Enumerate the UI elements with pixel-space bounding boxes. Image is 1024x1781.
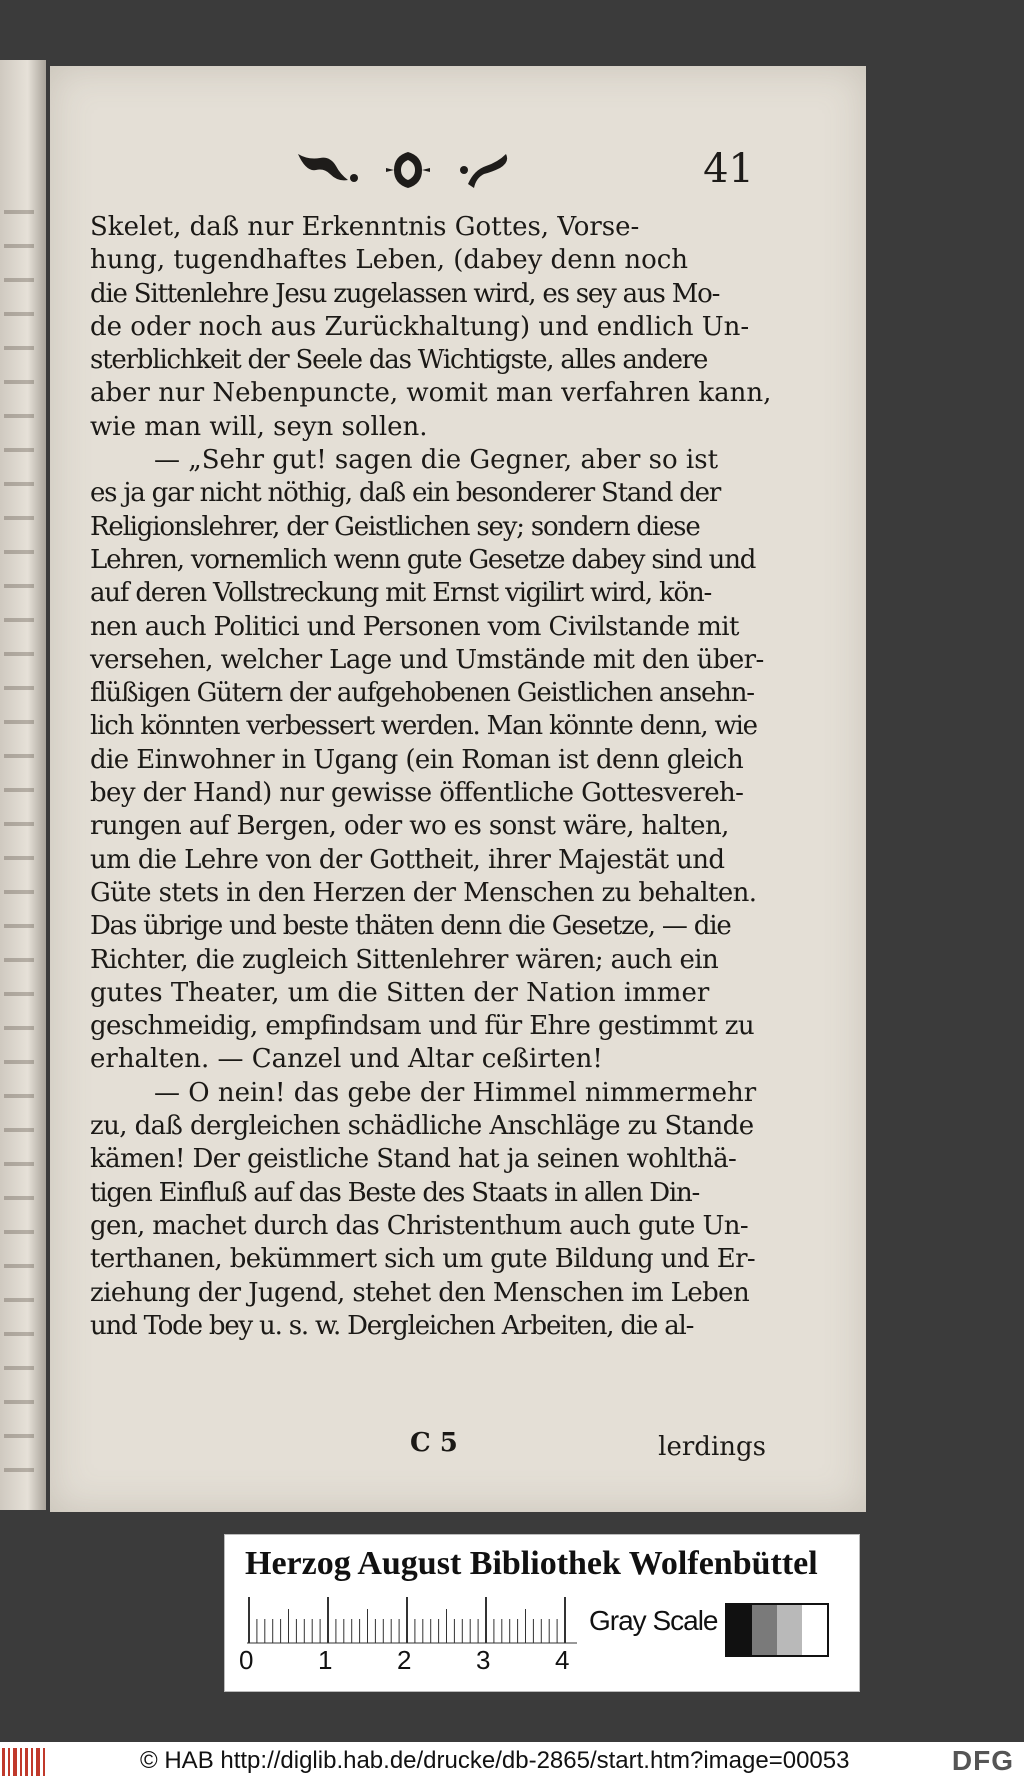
page-footer-line — [90, 1428, 766, 1468]
gray-swatch — [777, 1605, 802, 1655]
text-line: geschmeidig, empfindsam und für Ehre gestimmt zu — [90, 1011, 755, 1042]
credit-link[interactable]: © HAB http://diglib.hab.de/drucke/db-2865/start.htm?image=00053 — [140, 1747, 850, 1774]
ruler-icon — [247, 1597, 577, 1645]
footer-barcode-icon — [2, 1748, 48, 1776]
ruler-number: 1 — [318, 1645, 333, 1675]
text-line: hung, tugendhaftes Leben, (dabey denn noch — [90, 245, 689, 276]
gray-swatch — [802, 1605, 827, 1655]
text-line: auf deren Vollstreckung mit Ernst vigilirt wird, kön- — [90, 578, 712, 609]
ruler-number: 2 — [397, 1645, 412, 1675]
text-line: de oder noch aus Zurückhaltung) und endlich Un- — [90, 311, 750, 342]
text-line: ziehung der Jugend, stehet den Menschen im Leben — [90, 1277, 750, 1308]
text-line: die Einwohner in Ugang (ein Roman ist denn gleich — [90, 744, 744, 775]
text-line: Güte stets in den Herzen der Menschen zu behalten. — [90, 877, 757, 908]
catchword: lerdings — [658, 1432, 766, 1462]
footer-bar — [0, 1742, 1024, 1781]
text-line: die Sittenlehre Jesu zugelassen wird, es sey aus Mo- — [90, 278, 720, 309]
text-line: flüßigen Gütern der aufgehobenen Geistlichen ansehn- — [90, 678, 754, 709]
book-page — [50, 66, 866, 1512]
page-number: 41 — [703, 146, 754, 192]
card-title: Herzog August Bibliothek Wolfenbüttel — [245, 1545, 818, 1582]
text-line: gutes Theater, um die Sitten der Nation immer — [90, 977, 710, 1008]
text-line: versehen, welcher Lage und Umstände mit den über- — [90, 644, 764, 675]
text-line: aber nur Nebenpuncte, womit man verfahren kann, — [90, 378, 772, 409]
text-line: Lehren, vornemlich wenn gute Gesetze dabey sind und — [90, 544, 756, 575]
text-line: es ja gar nicht nöthig, daß ein besonderer Stand der — [90, 478, 721, 509]
gray-swatch — [727, 1605, 752, 1655]
ruler-number: 3 — [476, 1645, 491, 1675]
text-line: rungen auf Bergen, oder wo es sonst wäre, halten, — [90, 811, 729, 842]
text-line: Das übrige und beste thäten denn die Gesetze, — die — [90, 911, 731, 942]
adjacent-page-text-marks — [4, 180, 34, 1480]
text-line: — „Sehr gut! sagen die Gegner, aber so ist — [154, 445, 719, 476]
text-line: kämen! Der geistliche Stand hat ja seinen wohlthä- — [90, 1144, 737, 1175]
ruler-number: 4 — [555, 1645, 570, 1675]
gray-scale-patches — [725, 1603, 829, 1657]
text-line: Skelet, daß nur Erkenntnis Gottes, Vorse- — [90, 212, 640, 242]
ruler-number: 0 — [239, 1645, 254, 1675]
text-line: um die Lehre von der Gottheit, ihrer Majestät und — [90, 844, 725, 875]
text-line: wie man will, seyn sollen. — [90, 411, 428, 442]
page-header — [50, 144, 866, 204]
dfg-logo: DFG — [951, 1745, 1014, 1776]
text-line: sterblichkeit der Seele das Wichtigste, alles andere — [90, 345, 708, 376]
text-line: zu, daß dergleichen schädliche Anschläge zu Stande — [90, 1111, 754, 1142]
adjacent-page-edge — [0, 60, 46, 1510]
header-ornament-icon — [290, 144, 530, 194]
text-line: nen auch Politici und Personen vom Civilstande mit — [90, 611, 739, 642]
text-line: bey der Hand) nur gewisse öffentliche Gottesvereh- — [90, 778, 744, 809]
body-text — [90, 211, 772, 1343]
gray-scale-label: Gray Scale — [589, 1605, 718, 1636]
color-reference-card — [224, 1534, 860, 1692]
text-line: und Tode bey u. s. w. Dergleichen Arbeiten, die al- — [90, 1310, 694, 1341]
text-line: — O nein! das gebe der Himmel nimmermehr — [154, 1077, 757, 1108]
text-line: lich könnten verbessert werden. Man könnte denn, wie — [90, 711, 757, 742]
text-line: erhalten. — Canzel und Altar ceßirten! — [90, 1044, 603, 1075]
signature-mark: C 5 — [410, 1428, 458, 1458]
text-line: terthanen, bekümmert sich um gute Bildung und Er- — [90, 1244, 756, 1275]
text-line: Religionslehrer, der Geistlichen sey; sondern diese — [90, 511, 700, 542]
gray-swatch — [752, 1605, 777, 1655]
text-line: tigen Einfluß auf das Beste des Staats in allen Din- — [90, 1177, 700, 1208]
text-line: gen, machet durch das Christenthum auch gute Un- — [90, 1210, 749, 1241]
text-line: Richter, die zugleich Sittenlehrer wären; auch ein — [90, 944, 719, 975]
